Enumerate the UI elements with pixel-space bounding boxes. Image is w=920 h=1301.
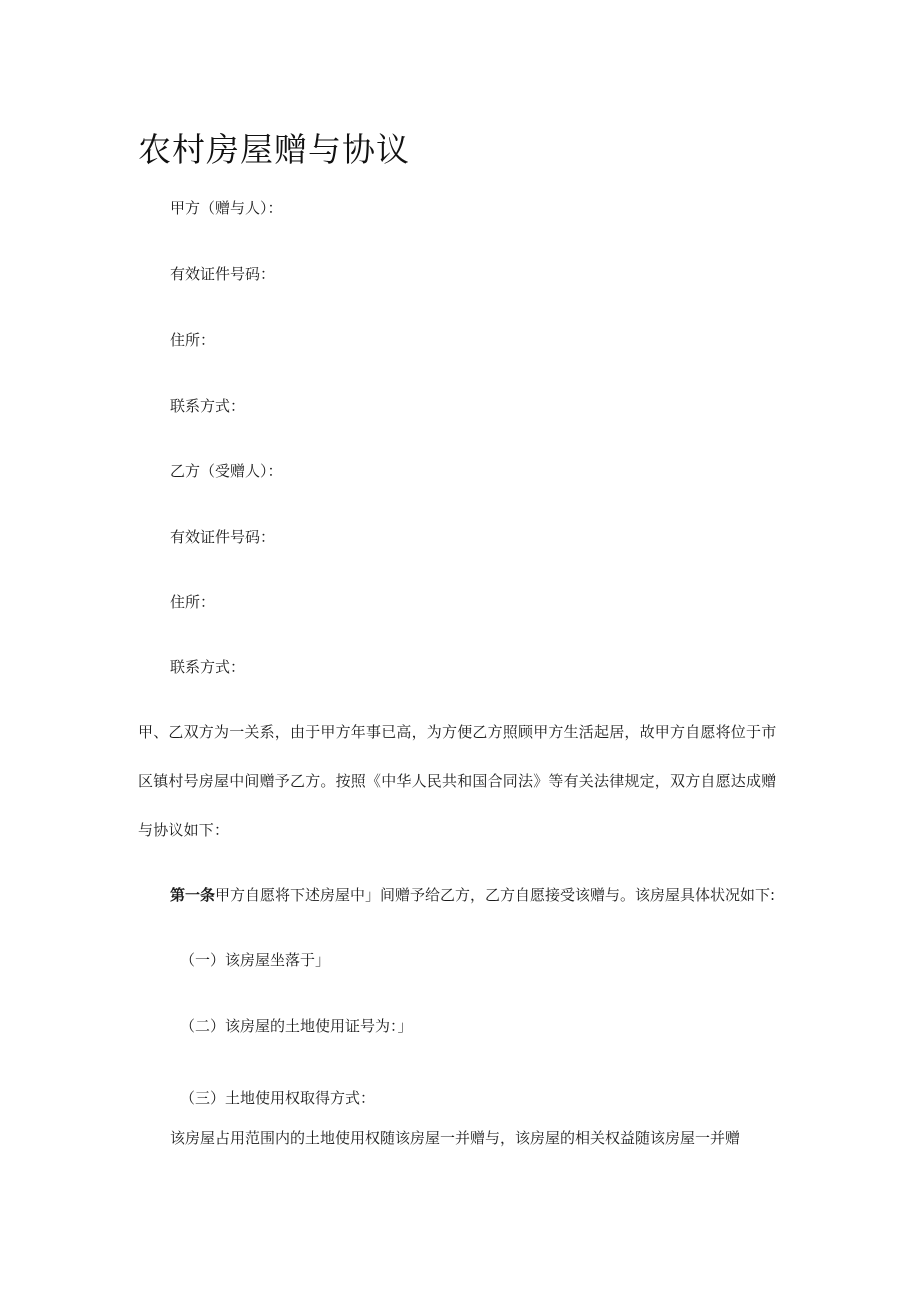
intro-line-2: 区镇村号房屋中间赠予乙方。按照《中华人民共和国合同法》等有关法律规定，双方自愿达成赠	[138, 772, 777, 790]
party-a-address-label: 住所：	[170, 331, 216, 349]
article-1	[170, 884, 775, 905]
article-1-heading: 第一条	[170, 886, 216, 904]
item-2: （二）该房屋的土地使用证号为：」	[180, 1017, 413, 1035]
party-a-label: 甲方（赠与人）：	[170, 199, 283, 217]
party-b-contact-label: 联系方式：	[170, 658, 246, 676]
intro-line-1: 甲、乙双方为一关系，由于甲方年事已高，为方便乙方照顾甲方生活起居，故甲方自愿将位于市	[138, 723, 777, 741]
item-1: （一）该房屋坐落于」	[180, 951, 331, 969]
party-a-contact-label: 联系方式：	[170, 397, 246, 415]
party-a-id-label: 有效证件号码：	[170, 265, 276, 283]
party-b-address-label: 住所：	[170, 593, 216, 611]
continuation-line: 该房屋占用范围内的土地使用权随该房屋一并赠与，该房屋的相关权益随该房屋一并赠	[170, 1129, 741, 1147]
article-1-text: 甲方自愿将下述房屋中」间赠予给乙方，乙方自愿接受该赠与。该房屋具体状况如下:	[215, 886, 776, 904]
party-b-label: 乙方（受赠人）：	[170, 462, 283, 480]
item-3: （三）土地使用权取得方式：	[180, 1089, 376, 1107]
document-title: 农村房屋赠与协议	[138, 130, 410, 169]
party-b-id-label: 有效证件号码：	[170, 528, 276, 546]
intro-line-3: 与协议如下：	[138, 821, 230, 839]
